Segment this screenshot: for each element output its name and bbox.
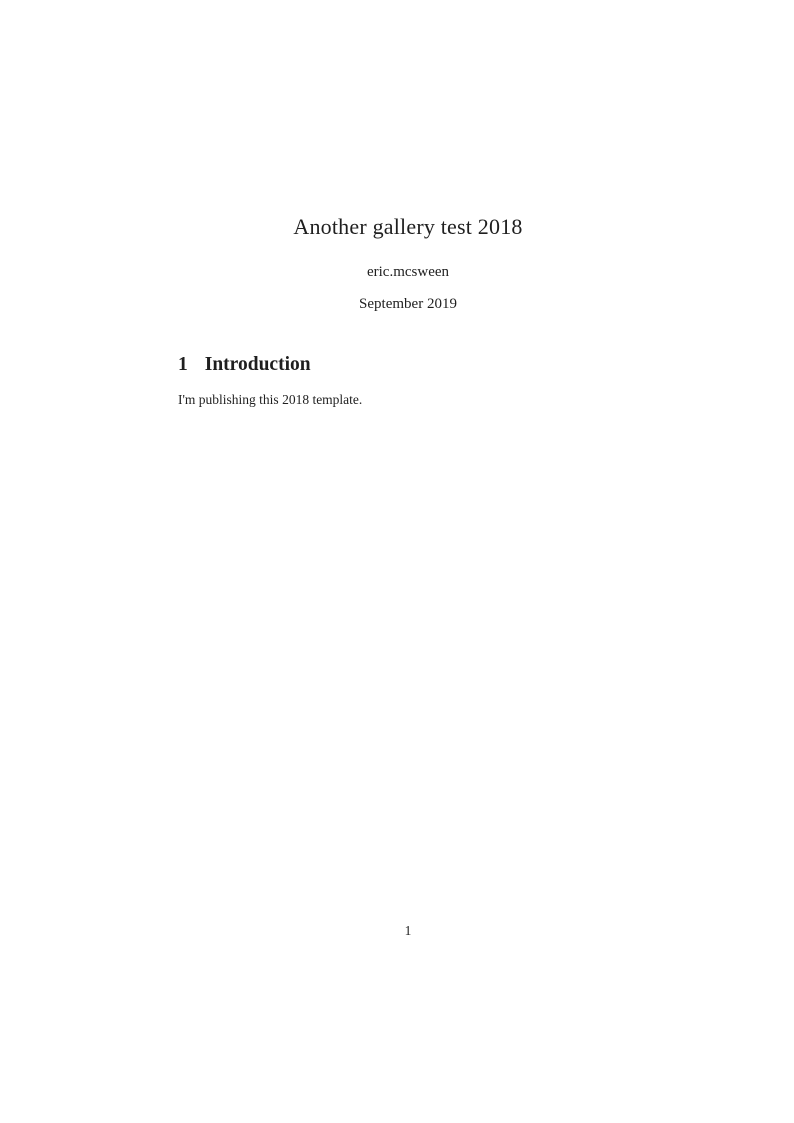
document-author: eric.mcsween (366, 264, 450, 281)
text-block (178, 0, 638, 409)
section-title: Introduction (204, 354, 311, 376)
page-number: 1 (404, 923, 412, 938)
section-paragraph: I'm publishing this 2018 template. (178, 391, 363, 407)
section-number: 1 (178, 354, 188, 376)
document-title: Another gallery test 2018 (293, 214, 523, 239)
document-date: September 2019 (359, 295, 457, 312)
section-heading (178, 354, 638, 375)
